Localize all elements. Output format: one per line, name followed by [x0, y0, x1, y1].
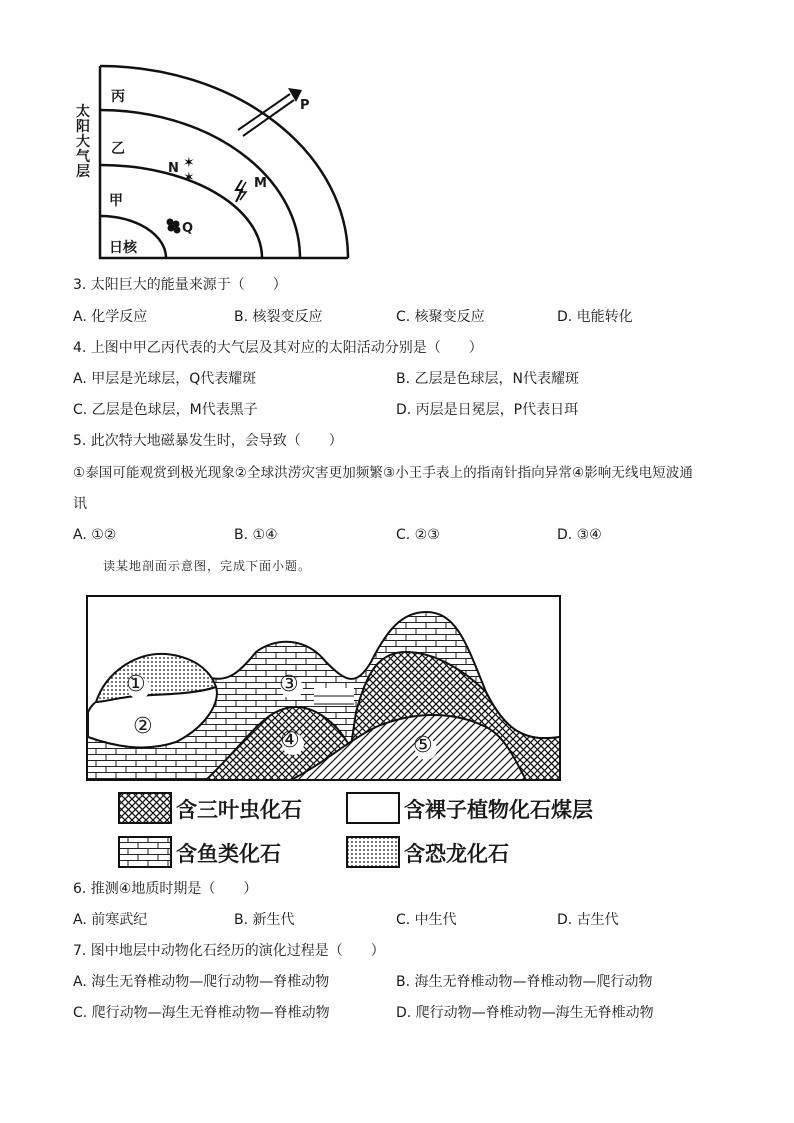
stratum-label-3: ③ [279, 672, 299, 697]
stratum-label-4: ④ [280, 728, 300, 753]
layer-bing-label: 丙 [111, 89, 125, 105]
q7-option-d[interactable]: D. 爬行动物—脊椎动物—海生无脊椎动物 [396, 1005, 654, 1021]
section-intro: 读某地剖面示意图，完成下面小题。 [103, 559, 312, 573]
atmosphere-axis-label: 太阳大气层 [76, 104, 90, 180]
legend-label-fish: 含鱼类化石 [176, 842, 281, 866]
marker-q-label: Q [182, 221, 194, 236]
marker-n-label: N [168, 161, 179, 176]
svg-text:✶: ✶ [183, 155, 195, 171]
q6-option-d[interactable]: D. 古生代 [557, 912, 619, 928]
legend-label-trilobite: 含三叶虫化石 [176, 798, 302, 822]
marker-m-label: M [254, 176, 267, 191]
legend-label-dinosaur: 含恐龙化石 [404, 842, 509, 866]
svg-text:✶: ✶ [183, 170, 195, 186]
legend-label-gymnosperm: 含裸子植物化石煤层 [404, 798, 593, 822]
q4-option-c[interactable]: C. 乙层是色球层，M代表黑子 [73, 402, 258, 418]
q7-option-b[interactable]: B. 海生无脊椎动物—脊椎动物—爬行动物 [396, 974, 653, 990]
q4-option-a[interactable]: A. 甲层是光球层，Q代表耀斑 [73, 371, 257, 387]
geologic-section-diagram [86, 592, 561, 782]
geologic-section-svg [86, 592, 561, 782]
q6-option-b[interactable]: B. 新生代 [234, 912, 295, 928]
q3-option-d[interactable]: D. 电能转化 [557, 309, 633, 325]
legend-swatch-dinosaur [346, 836, 406, 870]
q5-statements-line1: ①泰国可能观赏到极光现象②全球洪涝灾害更加频繁③小王手表上的指南针指向异常④影响无线电短波通 [73, 465, 694, 481]
solar-atmosphere-diagram [70, 60, 360, 265]
q5-option-c[interactable]: C. ②③ [396, 527, 440, 543]
q7-option-c[interactable]: C. 爬行动物—海生无脊椎动物—脊椎动物 [73, 1005, 330, 1021]
question-7-stem: 7. 图中地层中动物化石经历的演化过程是（ ） [73, 943, 385, 959]
q3-option-a[interactable]: A. 化学反应 [73, 309, 148, 325]
q5-option-b[interactable]: B. ①④ [234, 527, 278, 543]
stratum-label-1: ① [126, 672, 146, 697]
legend-swatch-trilobite [118, 792, 178, 826]
legend-swatch-gymnosperm [346, 792, 406, 826]
question-3-stem: 3. 太阳巨大的能量来源于（ ） [73, 277, 287, 293]
q6-option-a[interactable]: A. 前寒武纪 [73, 912, 148, 928]
legend-swatch-fish [118, 836, 178, 870]
stratum-label-2: ② [133, 714, 153, 739]
stratum-label-5: ⑤ [413, 733, 433, 758]
layer-jia-label: 甲 [109, 193, 123, 209]
q5-option-d[interactable]: D. ③④ [557, 527, 602, 543]
q3-option-c[interactable]: C. 核聚变反应 [396, 309, 485, 325]
question-4-stem: 4. 上图中甲乙丙代表的大气层及其对应的太阳活动分别是（ ） [73, 340, 483, 356]
marker-p-label: P [300, 98, 310, 113]
question-5-stem: 5. 此次特大地磁暴发生时，会导致（ ） [73, 433, 343, 449]
question-6-stem: 6. 推测④地质时期是（ ） [73, 881, 258, 897]
q4-option-d[interactable]: D. 丙层是日冕层，P代表日珥 [396, 402, 579, 418]
legend [114, 792, 634, 872]
q5-statements-line2: 讯 [73, 496, 87, 512]
q5-option-a[interactable]: A. ①② [73, 527, 117, 543]
q4-option-b[interactable]: B. 乙层是色球层，N代表耀斑 [396, 371, 579, 387]
q7-option-a[interactable]: A. 海生无脊椎动物—爬行动物—脊椎动物 [73, 974, 330, 990]
q6-option-c[interactable]: C. 中生代 [396, 912, 457, 928]
q3-option-b[interactable]: B. 核裂变反应 [234, 309, 323, 325]
layer-yi-label: 乙 [111, 141, 125, 157]
layer-core-label: 日核 [109, 240, 137, 256]
